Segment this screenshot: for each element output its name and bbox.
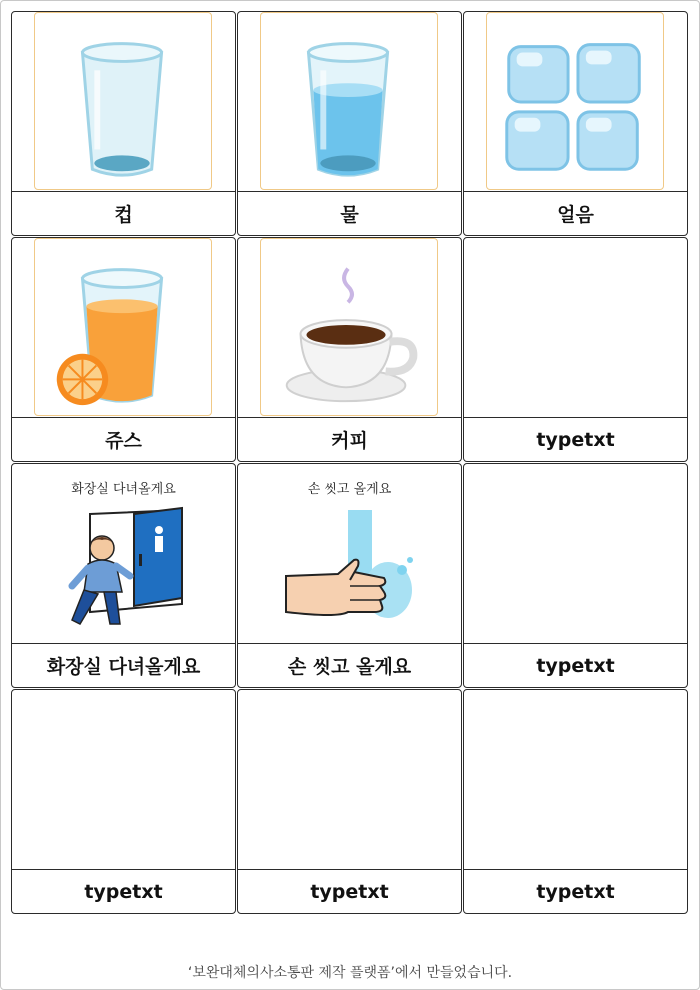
card-image (12, 12, 235, 192)
card-label: typetxt (536, 880, 615, 903)
card-wash-hands[interactable] (237, 463, 462, 688)
card-image (238, 238, 461, 418)
card-image (12, 464, 235, 644)
card-label: 컵 (114, 204, 133, 226)
card-empty[interactable] (463, 463, 688, 688)
card-empty[interactable] (11, 689, 236, 914)
card-water[interactable] (237, 11, 462, 236)
card-image (238, 12, 461, 192)
card-coffee[interactable] (237, 237, 462, 462)
card-ice[interactable] (463, 11, 688, 236)
card-label: 손 씻고 올게요 (287, 656, 412, 678)
card-label: 물 (340, 204, 359, 226)
card-label: 얼음 (557, 204, 594, 226)
card-image (464, 238, 687, 418)
card-image (12, 690, 235, 870)
card-image (464, 12, 687, 192)
card-cup[interactable] (11, 11, 236, 236)
card-empty[interactable] (463, 689, 688, 914)
card-juice[interactable] (11, 237, 236, 462)
card-restroom[interactable] (11, 463, 236, 688)
card-image (464, 690, 687, 870)
card-caption: 화장실 다녀올게요 (71, 482, 176, 497)
restroom-icon (12, 500, 235, 640)
coffee-cup-icon (260, 238, 438, 416)
card-image (464, 464, 687, 644)
card-image (12, 238, 235, 418)
card-label: 쥬스 (105, 430, 142, 452)
card-label: typetxt (536, 654, 615, 677)
card-label: 화장실 다녀올게요 (46, 656, 201, 678)
orange-juice-icon (34, 238, 212, 416)
card-empty[interactable] (463, 237, 688, 462)
card-image (238, 690, 461, 870)
card-label: typetxt (536, 428, 615, 451)
card-label: typetxt (310, 880, 389, 903)
aac-board-grid (11, 11, 688, 914)
card-caption: 손 씻고 올게요 (307, 482, 392, 497)
glass-of-water-icon (260, 12, 438, 190)
card-image (238, 464, 461, 644)
hand-washing-icon (238, 500, 461, 640)
footer-credit: ‘보완대체의사소통판 제작 플랫폼’에서 만들었습니다. (187, 965, 513, 981)
card-label: 커피 (331, 430, 368, 452)
card-empty[interactable] (237, 689, 462, 914)
empty-glass-icon (34, 12, 212, 190)
card-label: typetxt (84, 880, 163, 903)
ice-cubes-icon (486, 12, 664, 190)
